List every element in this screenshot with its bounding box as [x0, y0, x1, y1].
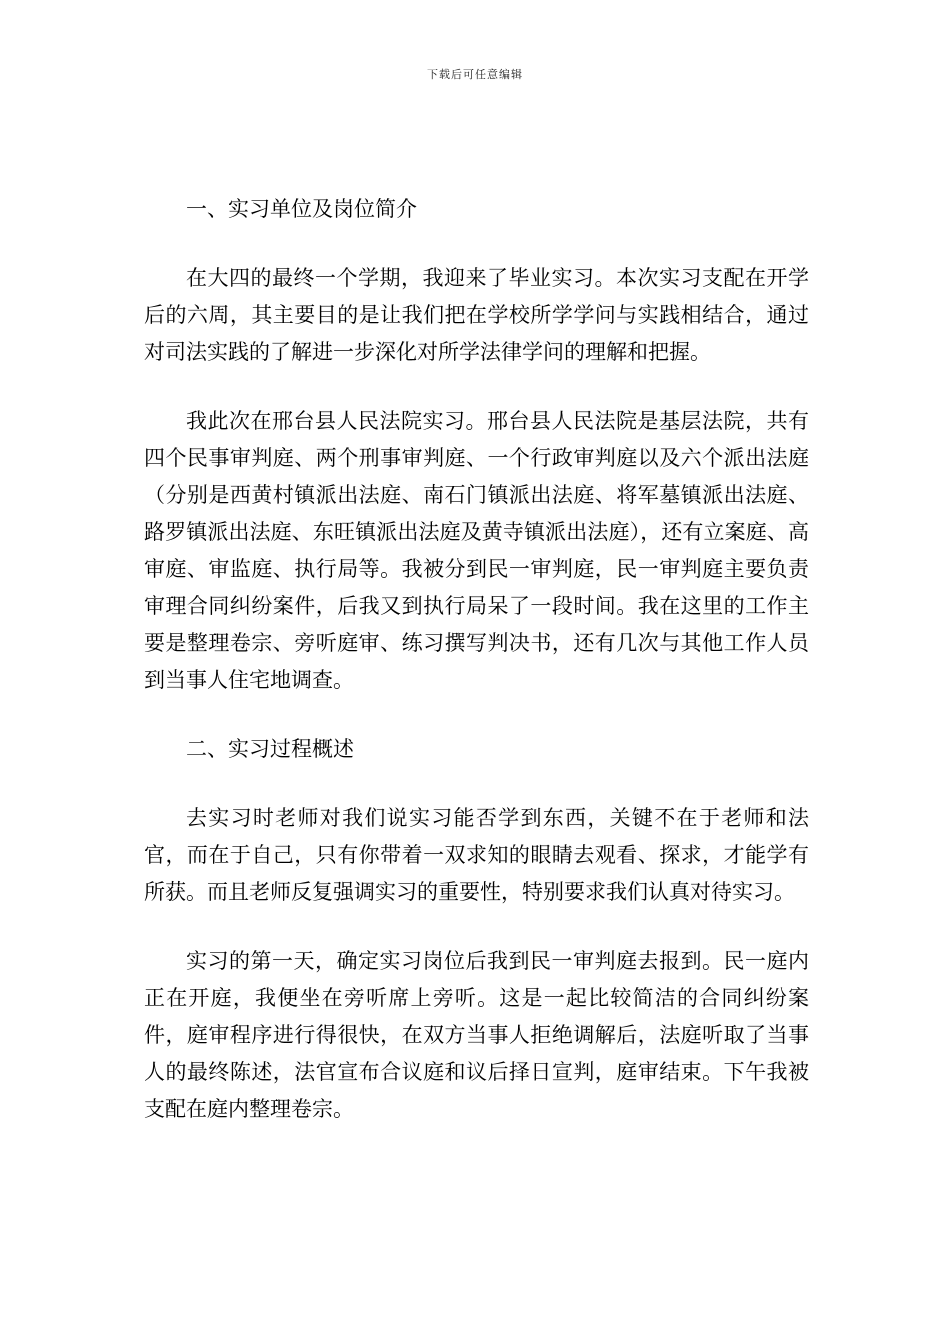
document-body	[144, 191, 809, 1160]
paragraph: 去实习时老师对我们说实习能否学到东西，关键不在于老师和法官，而在于自己，只有你带着一双求知的眼睛去观看、探求，才能学有所获。而且老师反复强调实习的重要性，特别要求我们认真对待实习。	[144, 806, 809, 904]
page-header: 下载后可任意编辑	[427, 68, 523, 81]
paragraph: 我此次在邢台县人民法院实习。邢台县人民法院是基层法院，共有四个民事审判庭、两个刑事审判庭、一个行政审判庭以及六个派出法庭（分别是西黄村镇派出法庭、南石门镇派出法庭、将军墓镇派出法庭、路罗镇派出法庭、东旺镇派出法庭及黄寺镇派出法庭），还有立案庭、高审庭、审监庭、执行局等。我被分到民一审判庭，民一审判庭主要负责审理合同纠纷案件，后我又到执行局呆了一段时间。我在这里的工作主要是整理卷宗、旁听庭审、练习撰写判决书，还有几次与其他工作人员到当事人住宅地调查。	[144, 409, 809, 692]
section-heading-1: 一、实习单位及岗位简介	[186, 197, 417, 221]
section-heading-2: 二、实习过程概述	[186, 737, 354, 761]
paragraph: 实习的第一天，确定实习岗位后我到民一审判庭去报到。民一庭内正在开庭，我便坐在旁听席上旁听。这是一起比较简洁的合同纠纷案件，庭审程序进行得很快，在双方当事人拒绝调解后，法庭听取了当事人的最终陈述，法官宣布合议庭和议后择日宣判，庭审结束。下午我被支配在庭内整理卷宗。	[144, 949, 809, 1121]
paragraph: 在大四的最终一个学期，我迎来了毕业实习。本次实习支配在开学后的六周，其主要目的是让我们把在学校所学学问与实践相结合，通过对司法实践的了解进一步深化对所学法律学问的理解和把握。	[144, 266, 809, 364]
